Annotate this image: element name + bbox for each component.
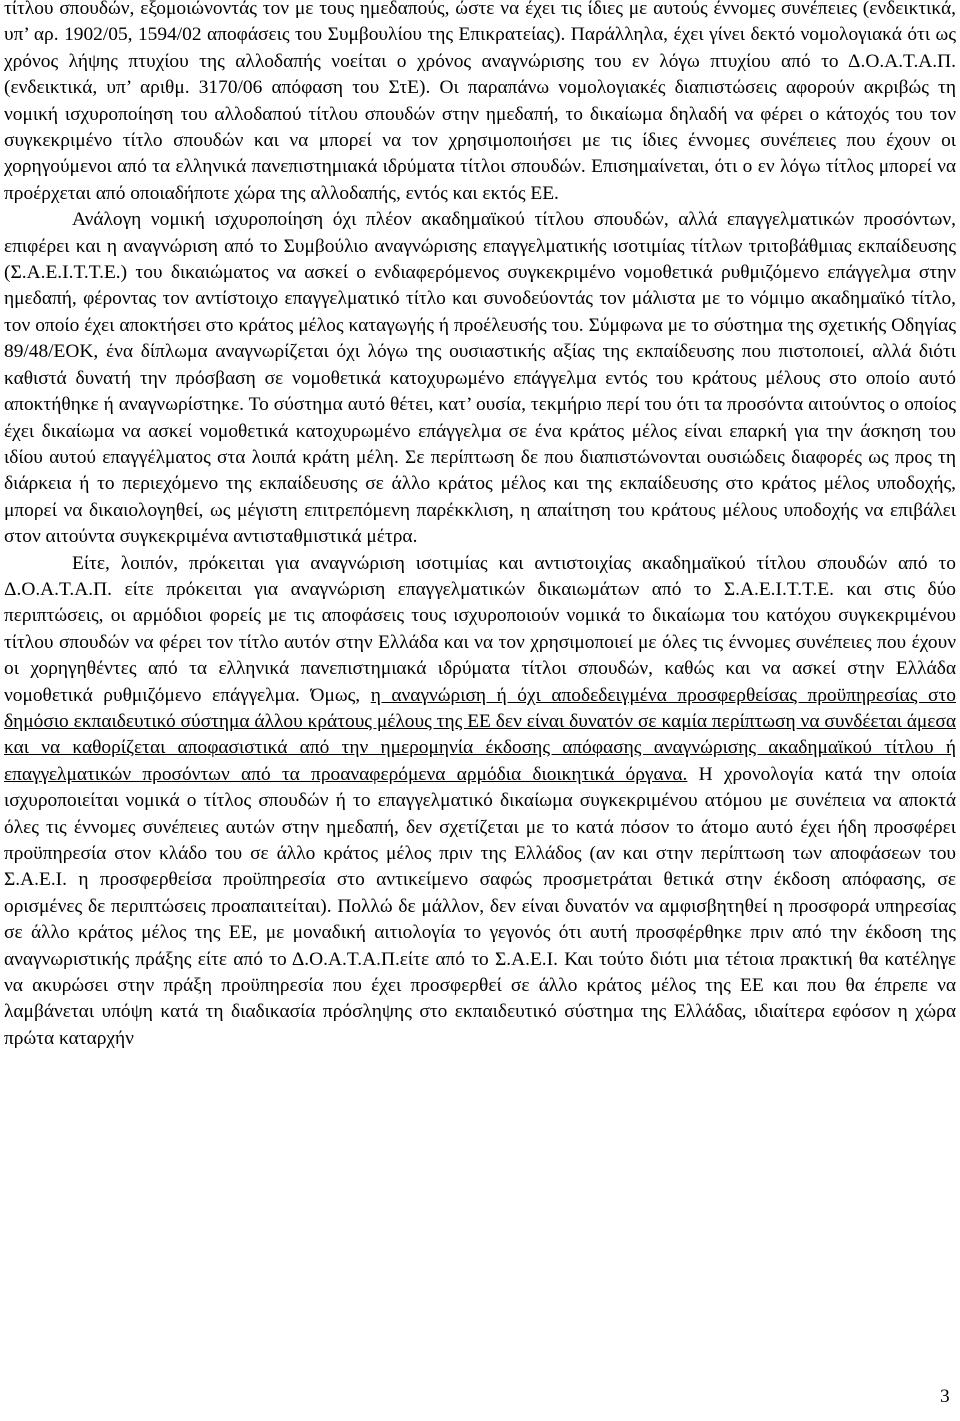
text-segment: Η χρονολογία κατά την οποία ισχυροποιείται νομικά ο τίτλος σπουδών ή το επαγγελματικό δικαίωμα συγκεκριμένου ατόμου με συνέπεια να αποκτά όλες τις έννομες συνέπειες αυτών στην ημεδαπή, δεν σχετίζεται με το κατά πόσον το άτομο αυτό έχει ήδη προσφέρει προϋπηρεσία στον κλάδο του σε άλλο κράτος μέλος πριν της Ελλάδος (αν και στην περίπτωση των αποφάσεων του Σ.Α.Ε.Ι. η προσφερθείσα προϋπηρεσία στο αντικείμενο σαφώς προσμετράται θετικά στην έκδοση απόφασης, σε ορισμένες δε περιπτώσεις προαπαιτείται). Πολλώ δε μάλλον, δεν είναι δυνατόν να αμφισβητηθεί η προσφορά υπηρεσίας σε άλλο κράτος μέλος της ΕΕ, με μοναδική αιτιολογία το γεγονός ότι αυτή προσφέρθηκε πριν από την έκδοση της αναγνωριστικής πράξης είτε από το Δ.Ο.Α.Τ.Α.Π.είτε από το Σ.Α.Ε.Ι. Και τούτο διότι μια τέτοια πρακτική θα κατέληγε να ακυρώσει στην πράξη προϋπηρεσία που έχει προσφερθεί σε άλλο κράτος μέλος της ΕΕ και που θα έπρεπε να λαμβάνεται υπόψη κατά τη διαδικασία πρόσληψης στο εκπαιδευτικό σύστημα της Ελλάδας, ιδιαίτερα εφόσον η χώρα πρώτα καταρχήν	[4, 763, 956, 1049]
page-number: 3	[940, 1386, 950, 1407]
underlined-text-segment: η αναγνώριση ή όχι αποδεδειγμένα προσφερθείσας προϋπηρεσίας στο δημόσιο εκπαιδευτικό σύστημα άλλου κράτους μέλους της ΕΕ δεν είναι δυνατόν σε καμία περίπτωση να συνδέεται άμεσα και να καθορίζεται αποφασιστικά από την ημερομηνία έκδοσης απόφασης αναγνώρισης ακαδημαϊκού τίτλου ή επαγγελματικών προσόντων από τα προαναφερόμενα αρμόδια διοικητικά όργανα.	[4, 684, 956, 785]
text-segment: τίτλου σπουδών, εξομοιώνοντάς τον με τους ημεδαπούς, ώστε να έχει τις ίδιες με αυτούς έννομες συνέπειες (ενδεικτικά, υπ’ αρ. 1902/05, 1594/02 αποφάσεις του Συμβουλίου της Επικρατείας). Παράλληλα, έχει γίνει δεκτό νομολογιακά ότι ως χρόνος λήψης πτυχίου της αλλοδαπής νοείται ο χρόνος αναγνώρισης του εν λόγω πτυχίου από το Δ.Ο.Α.Τ.Α.Π. (ενδεικτικά, υπ’ αριθμ. 3170/06 απόφαση του ΣτΕ). Οι παραπάνω νομολογιακές διαπιστώσεις αφορούν ακριβώς τη νομική ισχυροποίηση του αλλοδαπού τίτλου σπουδών στην ημεδαπή, το δικαίωμα δηλαδή να φέρει ο κάτοχός του τον συγκεκριμένο τίτλο σπουδών και να μπορεί να τον χρησιμοποιήσει με τις ίδιες έννομες συνέπειες που έχουν οι χορηγούμενοι από τα ελληνικά πανεπιστημιακά ιδρύματα τίτλοι σπουδών. Επισημαίνεται, ότι ο εν λόγω τίτλος μπορεί να προέρχεται από οποιαδήποτε χώρα της αλλοδαπής, εντός και εκτός ΕΕ.	[4, 0, 956, 204]
document-body	[4, 0, 956, 1052]
paragraph	[4, 551, 956, 1053]
text-segment: Ανάλογη νομική ισχυροποίηση όχι πλέον ακαδημαϊκού τίτλου σπουδών, αλλά επαγγελματικών προσόντων, επιφέρει και η αναγνώριση από το Συμβούλιο αναγνώρισης επαγγελματικής ισοτιμίας τίτλων τριτοβάθμιας εκπαίδευσης (Σ.Α.Ε.Ι.Τ.Τ.Ε.) του δικαιώματος να ασκεί ο ενδιαφερόμενος συγκεκριμένο νομοθετικά ρυθμιζόμενο επάγγελμα στην ημεδαπή, φέροντας τον αντίστοιχο επαγγελματικό τίτλο και συνοδεύοντάς τον μάλιστα με το νόμιμο ακαδημαϊκό τίτλο, τον οποίο έχει αποκτήσει στο κράτος μέλος καταγωγής ή προέλευσής του. Σύμφωνα με το σύστημα της σχετικής Οδηγίας 89/48/ΕΟΚ, ένα δίπλωμα αναγνωρίζεται όχι λόγω της ουσιαστικής αξίας της εκπαίδευσης που πιστοποιεί, αλλά διότι καθιστά δυνατή την πρόσβαση σε νομοθετικά κατοχυρωμένο επάγγελμα εντός του κράτους μέλους στο οποίο αυτό αποκτήθηκε ή αναγνωρίστηκε. Το σύστημα αυτό θέτει, κατ’ ουσία, τεκμήριο περί του ότι τα προσόντα αιτούντος ο οποίος έχει δικαίωμα να ασκεί νομοθετικά κατοχυρωμένο επάγγελμα σε ένα κράτος μέλος είναι επαρκή για την άσκηση του ιδίου αυτού επαγγέλματος στα λοιπά κράτη μέλη. Σε περίπτωση δε που διαπιστώνονται ουσιώδεις διαφορές ως προς τη διάρκεια ή το περιεχόμενο της εκπαίδευσης σε άλλο κράτος μέλος και της εκπαίδευσης στο κράτος μέλος υποδοχής, μπορεί να δικαιολογηθεί, ως μέγιστη επιτρεπόμενη παρέκκλιση, η απαίτηση του κράτους μέλους υποδοχής να επιβάλει στον αιτούντα συγκεκριμένα αντισταθμιστικά μέτρα.	[4, 209, 956, 548]
text-segment: Είτε, λοιπόν, πρόκειται για αναγνώριση ισοτιμίας και αντιστοιχίας ακαδημαϊκού τίτλου σπουδών από το Δ.Ο.Α.Τ.Α.Π. είτε πρόκειται για αναγνώριση επαγγελματικών δικαιωμάτων από το Σ.Α.Ε.Ι.Τ.Τ.Ε. και στις δύο περιπτώσεις, οι αρμόδιοι φορείς με τις αποφάσεις τους ισχυροποιούν νομικά το δικαίωμα του κατόχου συγκεκριμένου τίτλου σπουδών να φέρει τον τίτλο αυτόν στην Ελλάδα και να τον χρησιμοποιεί με όλες τις έννομες συνέπειες που έχουν οι χορηγηθέντες από τα ελληνικά πανεπιστημιακά ιδρύματα τίτλοι σπουδών, καθώς και να ασκεί στην Ελλάδα νομοθετικά ρυθμιζόμενο επάγγελμα. Όμως,	[4, 552, 956, 706]
paragraph	[4, 0, 956, 207]
paragraph	[4, 207, 956, 550]
